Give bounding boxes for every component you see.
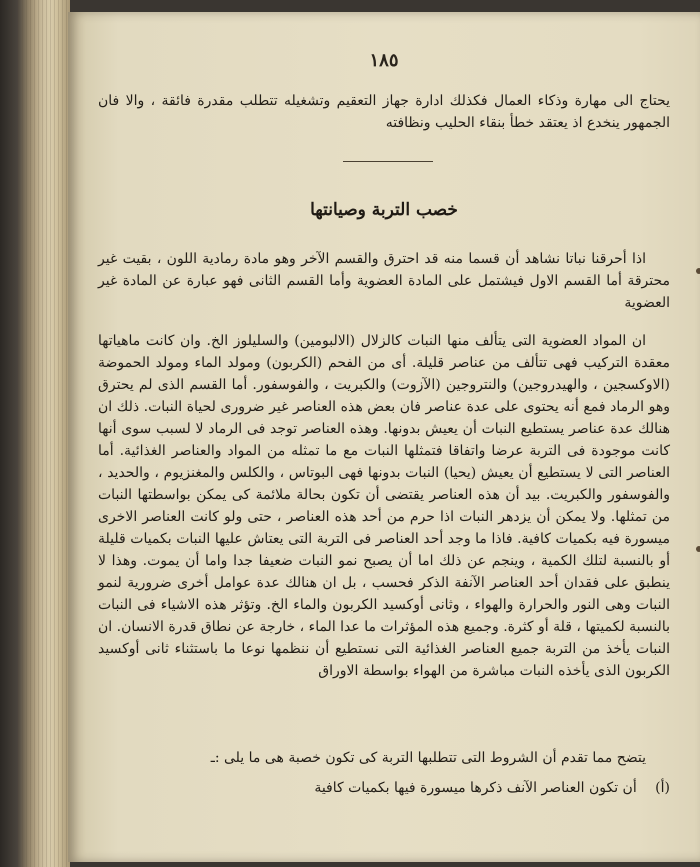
page-stack-lines [18, 0, 70, 867]
binding-hole-mark [696, 546, 700, 552]
paragraph-2: ان المواد العضوية التى يتألف منها النبات كالزلال (الالبومين) والسليلوز الخ. وان كانت ماهياتها معقدة التركيب فهى تتألف من عناصر قليلة. أى من الفحم (الكربون) ومولد الماء ومولد الحموضة (الاوكسجين ، والهيدروجين) والنتروجين (الآزوت) والكبريت ، والفوسفور. أما القسم الذى لم يحترق وهو الرماد فمع أنه يحتوى على عدة عناصر فان بعض هذه العناصر غير ضرورى لحياة النبات. ذلك ان هنالك عدة عناصر يستطيع النبات أن يعيش بدونها. وهذه العناصر توجد فى الرماد لا لسبب سوى أنها كانت موجودة فى التربة عرضا واتفاقا فتمثلها النبات مع ما تمثله من المواد والعناصر الغذائية. أما العناصر التى لا يستطيع أن يعيش (يحيا) النبات بدونها فهى البوتاس ، والكلس والمغنزيوم ، والحديد ، والفوسفور والكبريت. بيد أن هذه العناصر يقتضى أن تكون بحالة ملائمة كى يمكن بواسطتها النبات من تمثلها. ولا يمكن أن يزدهر النبات اذا حرم من أحد هذه العناصر ، حتى ولو كانت العناصر الاخرى ميسورة فيه بكميات كافية. فاذا ما وجد أحد العناصر فى التربة التى يعتاش عليها النبات بكميات قليلة أو بالنسبة لتلك الكمية ، وينجم عن ذلك اما أن يصبح نمو النبات ضعيفا جدا واما أن يموت. وهذا لا ينطبق على فقدان أحد العناصر الآنفة الذكر فحسب ، بل ان هنالك عدة عوامل أخرى ضرورية لنمو النبات وهى النور والحرارة والهواء ، وثانى أوكسيد الكربون والماء الخ. وتؤثر هذه الاشياء فى النبات بالنسبة لكميتها ، قلة أو كثرة. وجميع هذه المؤثرات ما عدا الماء ، خارجة عن نطاق قدرة الانسان. ان النبات يأخذ من التربة جميع العناصر الغذائية التى نستطيع أن ننظمها نوعا ما باستثناء ثانى أوكسيد الكربون الذى يأخذه النبات مباشرة من الهواء بواسطة الاوراق [98, 333, 670, 679]
paragraph-3: يتضح مما تقدم أن الشروط التى تتطلبها التربة كى تكون خصبة هى ما يلى :ـ [210, 750, 646, 766]
list-item [98, 777, 670, 799]
binding-hole-mark [696, 268, 700, 274]
list-item-text: أن تكون العناصر الآنف ذكرها ميسورة فيها بكميات كافية [314, 780, 637, 796]
section-divider [343, 161, 433, 162]
page-number: ١٨٥ [369, 50, 399, 71]
section-heading: خصب التربة وصيانتها [310, 200, 458, 220]
book-page [68, 12, 700, 862]
list-item-marker: (أ) [655, 780, 670, 796]
carryover-paragraph: يحتاج الى مهارة وذكاء العمال فكذلك ادارة جهاز التعقيم وتشغيله تتطلب مقدرة فائقة ، والا فان الجمهور ينخدع اذ يعتقد خطأ بنقاء الحليب ونظافته [98, 93, 670, 131]
paragraph-1: اذا أحرقنا نباتا نشاهد أن قسما منه قد احترق والقسم الآخر وهو مادة رمادية اللون ، بقيت غير محترقة أما القسم الاول فيشتمل على المادة العضوية وأما القسم الثانى فهو عبارة عن المادة غير العضوية [98, 251, 671, 311]
